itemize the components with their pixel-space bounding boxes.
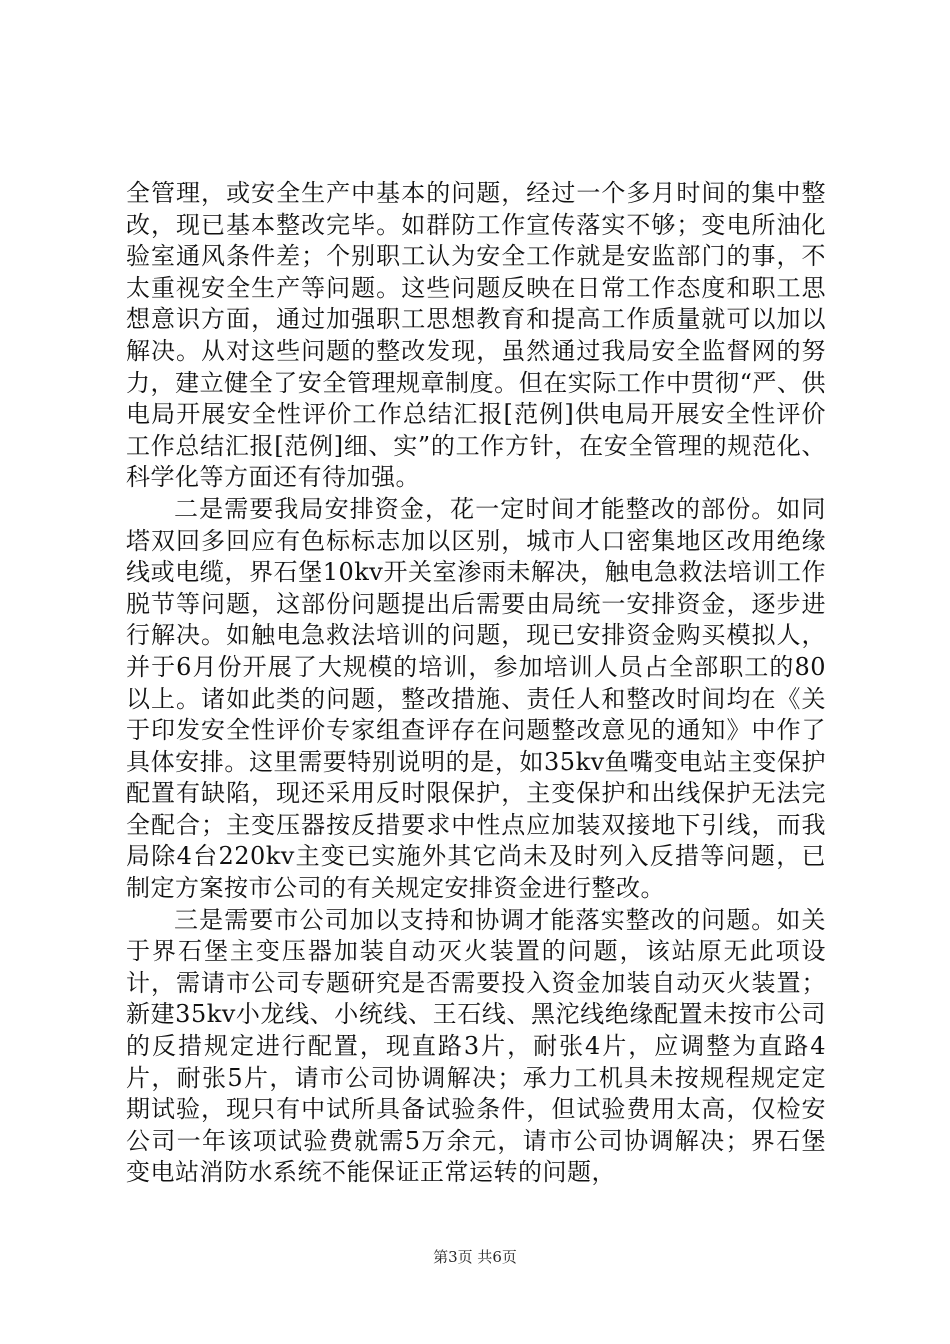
paragraph-continuation: 全管理，或安全生产中基本的问题，经过一个多月时间的集中整改，现已基本整改完毕。如群防工作宣传落实不够；变电所油化验室通风条件差；个别职工认为安全工作就是安监部门的事，不太重视安全生产等问题。这些问题反映在日常工作态度和职工思想意识方面，通过加强职工思想教育和提高工作质量就可以加以解决。从对这些问题的整改发现，虽然通过我局安全监督网的努力，建立健全了安全管理规章制度。但在实际工作中贯彻“严、供电局开展安全性评价工作总结汇报[范例]供电局开展安全性评价工作总结汇报[范例]细、实”的工作方针，在安全管理的规范化、科学化等方面还有待加强。	[126, 179, 826, 492]
document-body	[126, 178, 826, 1189]
paragraph-item-two: 二是需要我局安排资金，花一定时间才能整改的部份。如同塔双回多回应有色标标志加以区别，城市人口密集地区改用绝缘线或电缆，界石堡10kv开关室渗雨未解决，触电急救法培训工作脱节等问题，这部份问题提出后需要由局统一安排资金，逐步进行解决。如触电急救法培训的问题，现已安排资金购买模拟人，并于6月份开展了大规模的培训，参加培训人员占全部职工的80以上。诸如此类的问题，整改措施、责任人和整改时间均在《关于印发安全性评价专家组查评存在问题整改意见的通知》中作了具体安排。这里需要特别说明的是，如35kv鱼嘴变电站主变保护配置有缺陷，现还采用反时限保护，主变保护和出线保护无法完全配合；主变压器按反措要求中性点应加装双接地下引线，而我局除4台220kv主变已实施外其它尚未及时列入反措等问题，已制定方案按市公司的有关规定安排资金进行整改。	[126, 494, 826, 903]
paragraph-item-three: 三是需要市公司加以支持和协调才能落实整改的问题。如关于界石堡主变压器加装自动灭火装置的问题，该站原无此项设计，需请市公司专题研究是否需要投入资金加装自动灭火装置；新建35kv小龙线、小统线、王石线、黑沱线绝缘配置未按市公司的反措规定进行配置，现直路3片，耐张4片，应调整为直路4片，耐张5片，请市公司协调解决；承力工机具未按规程规定定期试验，现只有中试所具备试验条件，但试验费用太高，仅检安公司一年该项试验费就需5万余元，请市公司协调解决；界石堡变电站消防水系统不能保证正常运转的问题，	[126, 905, 826, 1187]
page-number-footer: 第3页 共6页	[433, 1248, 517, 1266]
